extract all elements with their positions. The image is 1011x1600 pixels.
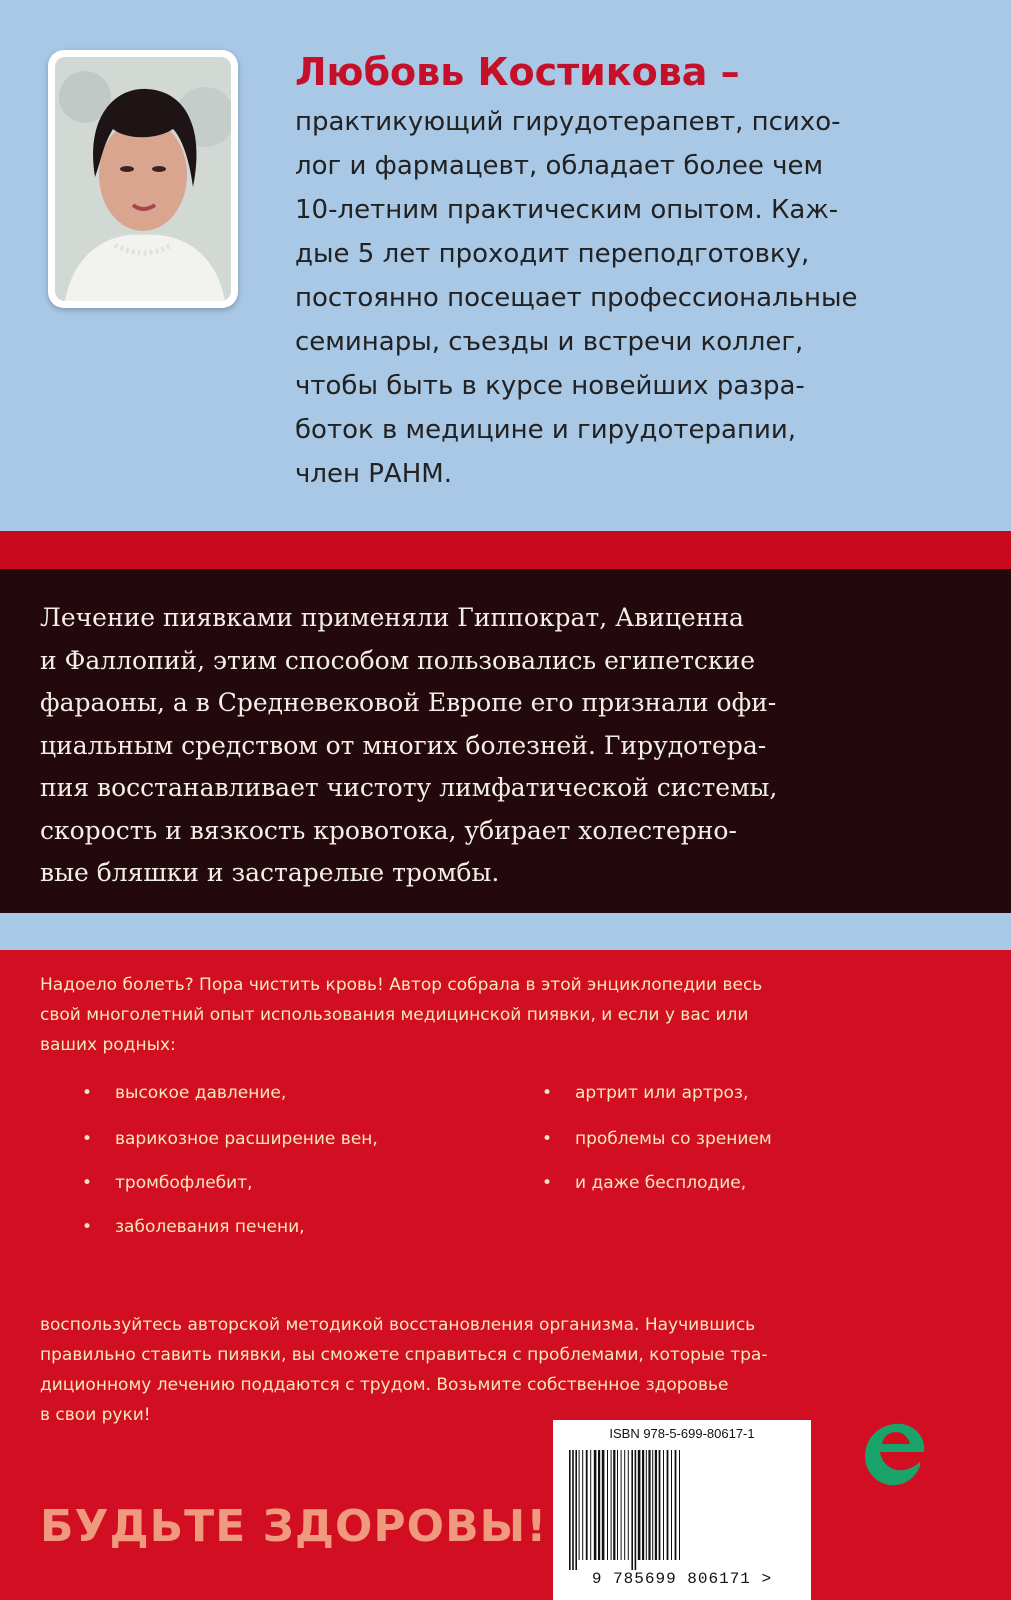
bio-line: член РАНМ.: [295, 459, 452, 489]
condition-item: [82, 1212, 305, 1242]
condition-label: артрит или артроз,: [575, 1083, 749, 1103]
barcode-bar: [594, 1450, 597, 1560]
description-panel: [0, 950, 1011, 1600]
bio-line: лог и фармацевт, обладает более чем: [295, 151, 824, 181]
condition-item: [542, 1124, 772, 1154]
history-text: [40, 597, 970, 895]
bullet-icon: •: [542, 1173, 553, 1193]
barcode-bar: [652, 1450, 653, 1560]
barcode-bar: [648, 1450, 650, 1560]
history-line: фараоны, а в Средневековой Европе его признали офи-: [40, 688, 777, 717]
barcode-bar: [667, 1450, 669, 1560]
intro-text: [40, 970, 980, 1060]
condition-item: [82, 1124, 378, 1154]
bio-line: постоянно посещает профессиональные: [295, 283, 858, 313]
barcode-digits: 9 785699 806171 >: [591, 1570, 773, 1588]
condition-item: [82, 1078, 287, 1108]
barcode-bar: [675, 1450, 677, 1560]
intro-line: Надоело болеть? Пора чистить кровь! Автор собрала в этой энциклопедии весь: [40, 975, 763, 995]
condition-label: проблемы со зрением: [575, 1129, 772, 1149]
author-panel: [0, 0, 1011, 531]
condition-item: [542, 1078, 749, 1108]
author-bio: [295, 100, 975, 496]
history-line: скорость и вязкость кровотока, убирает холестерно-: [40, 815, 737, 845]
author-photo: [55, 57, 231, 301]
outro-line: воспользуйтесь авторской методикой восстановления организма. Научившись: [40, 1315, 756, 1335]
barcode-bar: [572, 1450, 574, 1570]
barcode-bar: [635, 1450, 637, 1570]
bio-line: дые 5 лет проходит переподготовку,: [295, 239, 810, 269]
barcode-bar: [621, 1450, 622, 1560]
bio-line: семинары, съезды и встречи коллег,: [295, 327, 804, 357]
barcode-bar: [663, 1450, 664, 1560]
condition-label: тромбофлебит,: [115, 1173, 253, 1193]
bio-line: практикующий гирудотерапевт, психо-: [295, 107, 841, 137]
isbn-label: ISBN 978-5-699-80617-1: [609, 1426, 755, 1441]
barcode-bar: [646, 1450, 647, 1560]
bullet-icon: •: [542, 1083, 553, 1103]
outro-line: правильно ставить пиявки, вы сможете справиться с проблемами, которые тра-: [40, 1345, 768, 1365]
bio-line: 10-летним практическим опытом. Каж-: [295, 195, 839, 225]
barcode-bar: [631, 1450, 633, 1570]
outro-line: диционному лечению поддаются с трудом. Возьмите собственное здоровье: [40, 1375, 729, 1395]
bullet-icon: •: [82, 1129, 93, 1149]
condition-label: варикозное расширение вен,: [115, 1129, 378, 1149]
barcode-block: [553, 1420, 811, 1600]
author-name: Любовь Костикова –: [295, 50, 740, 94]
barcode-bar: [569, 1450, 571, 1570]
barcode-bar: [586, 1450, 588, 1560]
bullet-icon: •: [82, 1173, 93, 1193]
intro-line: ваших родных:: [40, 1035, 176, 1055]
condition-label: и даже бесплодие,: [575, 1173, 747, 1193]
history-line: и Фаллопий, этим способом пользовались египетские: [40, 645, 756, 675]
author-portrait-image: [55, 57, 231, 301]
condition-item: [82, 1168, 253, 1198]
barcode-bar: [598, 1450, 600, 1560]
condition-label: высокое давление,: [115, 1083, 287, 1103]
history-line: Лечение пиявками применяли Гиппократ, Авиценна: [40, 603, 744, 632]
author-photo-frame: [48, 50, 238, 308]
history-line: вые бляшки и застарелые тромбы.: [40, 858, 500, 887]
blue-divider-band: [0, 913, 1011, 950]
barcode-bar: [628, 1450, 629, 1560]
slogan: БУДЬТЕ ЗДОРОВЫ!: [40, 1501, 548, 1552]
bio-line: боток в медицине и гирудотерапии,: [295, 415, 797, 445]
barcode-bar: [638, 1450, 641, 1560]
intro-line: свой многолетний опыт использования медицинской пиявки, и если у вас или: [40, 1005, 749, 1025]
condition-item: [542, 1168, 747, 1198]
barcode-bar: [575, 1450, 577, 1570]
barcode-bar: [671, 1450, 672, 1560]
barcode-bar: [607, 1450, 608, 1560]
barcode-bar: [617, 1450, 618, 1560]
bullet-icon: •: [542, 1129, 553, 1149]
barcode-bar: [642, 1450, 644, 1560]
barcode-bar: [579, 1450, 580, 1560]
bullet-icon: •: [82, 1217, 93, 1237]
publisher-logo-icon: [858, 1414, 932, 1494]
history-panel: [0, 569, 1011, 913]
bullet-icon: •: [82, 1083, 93, 1103]
barcode-bar: [582, 1450, 583, 1560]
condition-label: заболевания печени,: [115, 1217, 305, 1237]
barcode-bar: [655, 1450, 657, 1560]
barcode-bar: [613, 1450, 615, 1560]
red-divider-band: [0, 531, 1011, 569]
barcode-bar: [611, 1450, 612, 1560]
bio-line: чтобы быть в курсе новейших разра-: [295, 371, 805, 401]
history-line: пия восстанавливает чистоту лимфатической системы,: [40, 773, 778, 802]
barcode-bars: [567, 1450, 797, 1570]
outro-line: в свои руки!: [40, 1405, 151, 1425]
history-line: циальным средством от многих болезней. Гирудотера-: [40, 730, 767, 760]
barcode-bar: [659, 1450, 661, 1560]
barcode-bar: [624, 1450, 625, 1560]
barcode-bar: [590, 1450, 591, 1560]
outro-text: [40, 1310, 980, 1430]
barcode-bar: [602, 1450, 605, 1560]
barcode-bar: [679, 1450, 680, 1560]
